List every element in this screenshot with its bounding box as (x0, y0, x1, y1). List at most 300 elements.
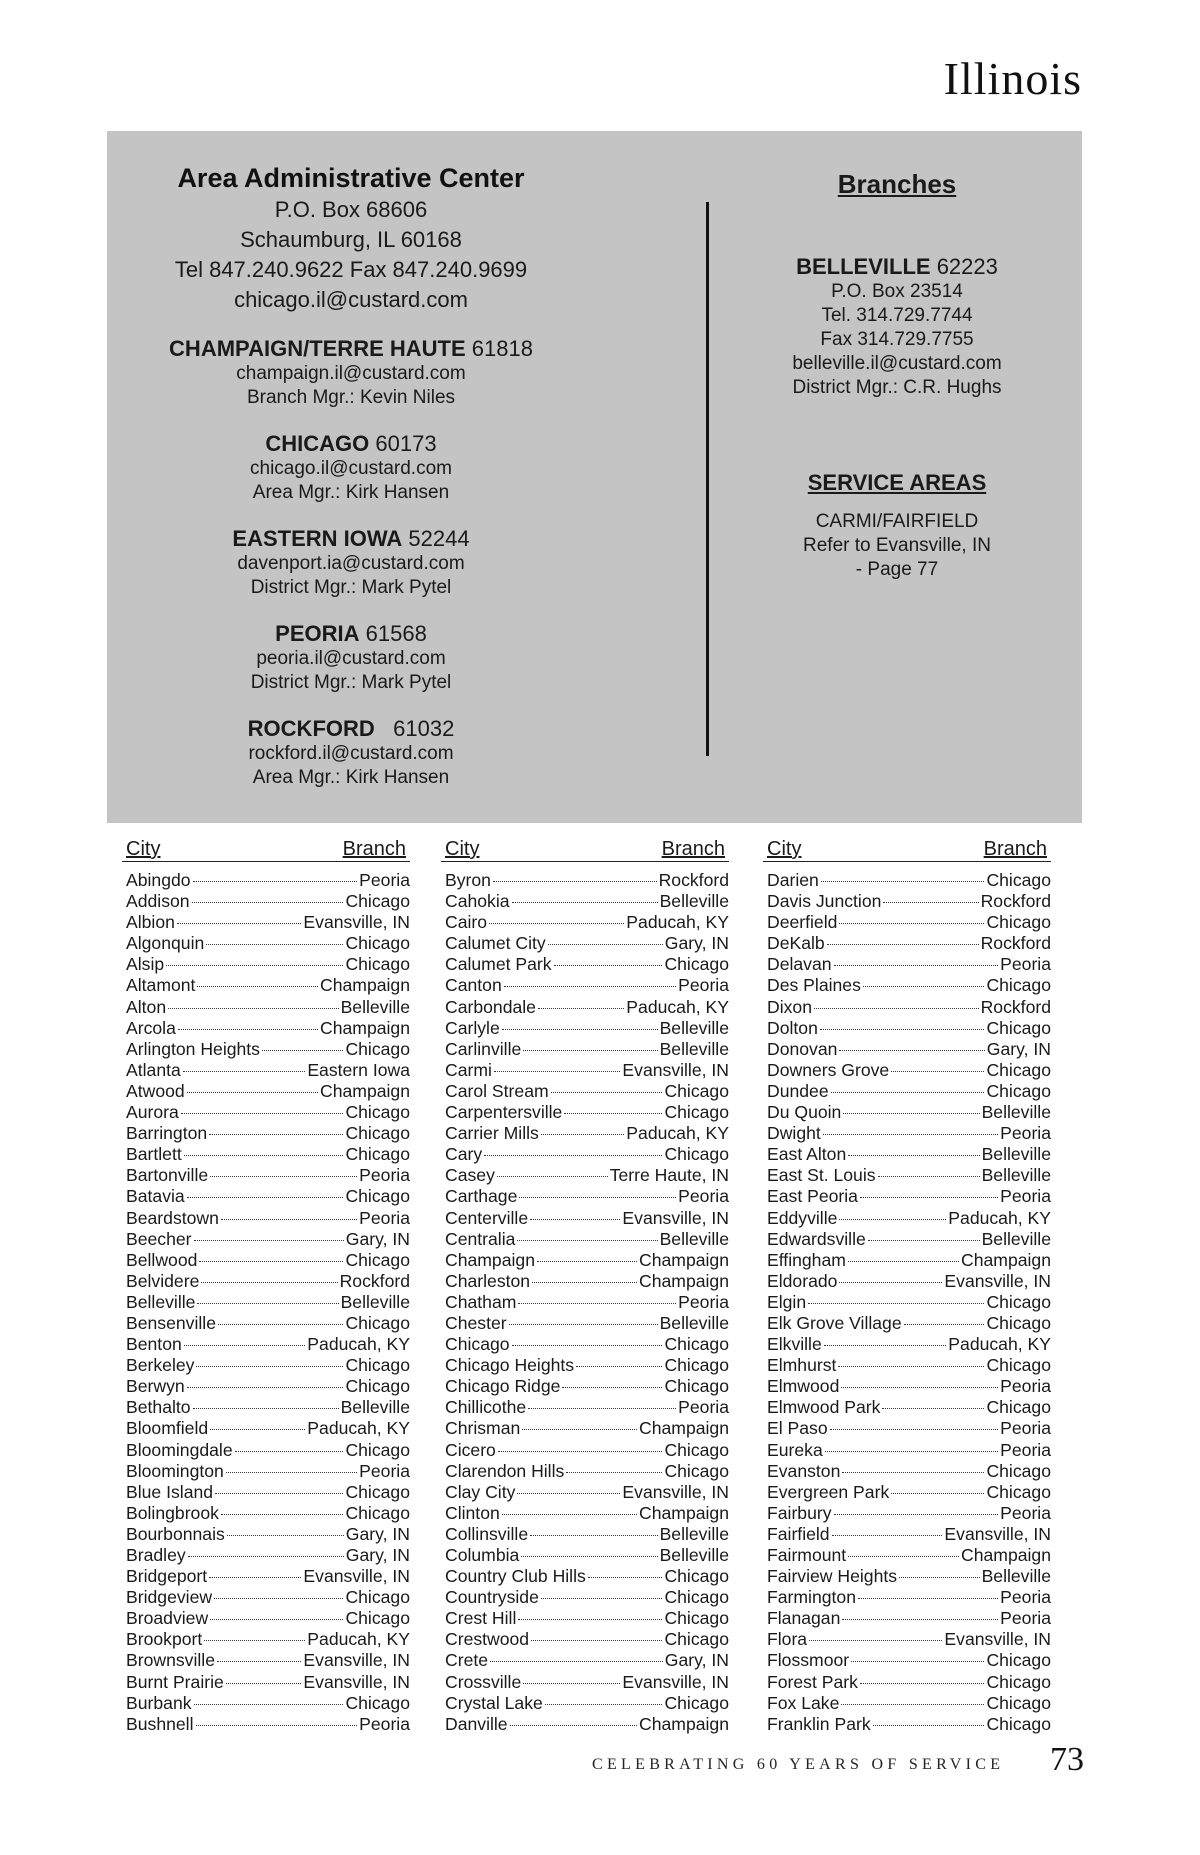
directory-row (763, 1271, 1051, 1292)
directory-row (122, 1271, 410, 1292)
city-name: Belvidere (126, 1270, 200, 1291)
directory-row (441, 1313, 729, 1334)
city-name: Dixon (767, 996, 812, 1017)
directory-row (441, 1123, 729, 1144)
leader-dots (194, 1240, 344, 1241)
directory-row (441, 891, 729, 912)
city-name: Flora (767, 1629, 808, 1650)
city-name: Bridgeview (126, 1587, 213, 1608)
leader-dots (823, 1134, 998, 1135)
leader-dots (538, 1008, 624, 1009)
city-header: City (767, 838, 802, 860)
city-name: Abingdo (126, 870, 191, 890)
directory-row (763, 975, 1051, 996)
city-name: Bethalto (126, 1397, 191, 1418)
leader-dots (551, 1092, 663, 1093)
directory-row (763, 1355, 1051, 1376)
city-name: Belleville (126, 1291, 196, 1312)
city-name: Elgin (767, 1291, 807, 1312)
directory-row (122, 870, 410, 891)
city-name: Dundee (767, 1080, 829, 1101)
branch-name: Champaign (639, 1418, 729, 1439)
column-divider (706, 202, 709, 756)
branch-name: Peoria (678, 1397, 729, 1418)
directory-row (763, 954, 1051, 975)
leader-dots (883, 902, 978, 903)
office-email[interactable]: rockford.il@custard.com (248, 743, 454, 764)
branch-name: Champaign (320, 1017, 410, 1038)
city-name: Carol Stream (445, 1080, 549, 1101)
directory-row (441, 1461, 729, 1482)
page-title: Illinois (943, 53, 1082, 104)
branch-name: Chicago (664, 954, 729, 975)
directory-row (122, 1250, 410, 1271)
office-email[interactable]: chicago.il@custard.com (250, 458, 452, 479)
branch-name: Evansville, IN (622, 1481, 729, 1502)
city-name: Blue Island (126, 1481, 214, 1502)
branch-name: Paducah, KY (307, 1334, 410, 1355)
branch-name: Chicago (345, 1439, 410, 1460)
leader-dots (188, 1556, 344, 1557)
directory-row (122, 1503, 410, 1524)
city-name: Farmington (767, 1587, 856, 1608)
leader-dots (868, 1240, 980, 1241)
branch-name: Champaign (961, 1249, 1051, 1270)
branch-name: Peoria (1000, 1123, 1051, 1144)
office-email[interactable]: peoria.il@custard.com (256, 648, 446, 669)
city-name: Atlanta (126, 1059, 181, 1080)
city-name: Centralia (445, 1228, 516, 1249)
leader-dots (537, 1261, 637, 1262)
city-header: City (445, 838, 480, 860)
branch-name: Belleville (340, 1291, 410, 1312)
city-name: Bartonville (126, 1165, 209, 1186)
city-name: Benton (126, 1334, 182, 1355)
branch-name: Chicago (345, 1608, 410, 1629)
service-area-line: CARMI/FAIRFIELD (815, 511, 979, 532)
branches-column (727, 167, 1067, 582)
service-area-line: - Page 77 (855, 559, 939, 580)
directory-row (441, 1229, 729, 1250)
office-heading: CHAMPAIGN/TERRE HAUTE 61818 (169, 336, 533, 361)
office-block (107, 715, 595, 790)
branch-name: Gary, IN (664, 1650, 729, 1671)
branches-heading: Branches (837, 169, 957, 199)
directory-row (122, 1397, 410, 1418)
directory-row (122, 1334, 410, 1355)
leader-dots (517, 1240, 657, 1241)
directory-row (441, 1334, 729, 1355)
branch-name: Paducah, KY (626, 912, 729, 933)
leader-dots (554, 965, 663, 966)
city-name: Crest Hill (445, 1608, 517, 1629)
directory-row (763, 1566, 1051, 1587)
directory-row (441, 1271, 729, 1292)
directory-row (763, 1018, 1051, 1039)
city-name: Chicago Heights (445, 1355, 575, 1376)
city-name: Countryside (445, 1587, 539, 1608)
directory-row (763, 1229, 1051, 1250)
directory-row (763, 891, 1051, 912)
city-name: Albion (126, 912, 175, 933)
city-name: Alsip (126, 954, 165, 975)
directory-row (441, 1693, 729, 1714)
branch-name: Chicago (986, 1481, 1051, 1502)
leader-dots (841, 1387, 998, 1388)
branch-name: Chicago (664, 1587, 729, 1608)
leader-dots (187, 1197, 344, 1198)
city-name: Chicago Ridge (445, 1376, 561, 1397)
directory-row (122, 1018, 410, 1039)
city-name: Evanston (767, 1460, 841, 1481)
leader-dots (221, 1219, 357, 1220)
branch-name: Rockford (980, 891, 1051, 912)
city-name: Chrisman (445, 1418, 521, 1439)
city-name: Broadview (126, 1608, 209, 1629)
branch-name: Gary, IN (345, 1523, 410, 1544)
leader-dots (204, 1640, 305, 1641)
branch-name: Chicago (986, 1713, 1051, 1734)
branch-name: Paducah, KY (626, 996, 729, 1017)
directory-row (441, 1524, 729, 1545)
directory-row (763, 1629, 1051, 1650)
office-heading: PEORIA 61568 (275, 621, 427, 646)
city-name: Darien (767, 870, 819, 890)
branch-name: Chicago (664, 1355, 729, 1376)
branch-name: Belleville (981, 1102, 1051, 1123)
office-email[interactable]: champaign.il@custard.com (236, 363, 466, 384)
city-name: Donovan (767, 1038, 838, 1059)
city-name: Carmi (445, 1059, 492, 1080)
city-name: Clinton (445, 1502, 500, 1523)
branch-name: Chicago (664, 1080, 729, 1101)
directory-row (763, 1123, 1051, 1144)
city-name: Algonquin (126, 933, 205, 954)
city-name: Charleston (445, 1270, 531, 1291)
leader-dots (825, 1451, 998, 1452)
office-email[interactable]: davenport.ia@custard.com (237, 553, 465, 574)
city-name: Berwyn (126, 1376, 185, 1397)
leader-dots (510, 1725, 637, 1726)
leader-dots (809, 1640, 942, 1641)
city-name: Brookport (126, 1629, 203, 1650)
branch-name: Champaign (320, 975, 410, 996)
leader-dots (820, 1029, 985, 1030)
directory-row (441, 1018, 729, 1039)
directory-row (122, 1524, 410, 1545)
city-name: Bloomingdale (126, 1439, 233, 1460)
branch-name: Belleville (981, 1566, 1051, 1587)
branch-name: Peoria (359, 1460, 410, 1481)
directory-row (441, 1102, 729, 1123)
city-name: Elmwood Park (767, 1397, 881, 1418)
directory-row (763, 1313, 1051, 1334)
branch-header: Branch (661, 838, 725, 860)
branch-name: Chicago (345, 1376, 410, 1397)
branch-name: Peoria (1000, 1439, 1051, 1460)
leader-dots (522, 1429, 637, 1430)
leader-dots (226, 1472, 357, 1473)
city-name: Danville (445, 1713, 508, 1734)
city-name: Fox Lake (767, 1692, 840, 1713)
leader-dots (509, 1324, 658, 1325)
branch-name: Chicago (664, 1460, 729, 1481)
branch-name: Chicago (345, 1102, 410, 1123)
leader-dots (832, 1535, 943, 1536)
leader-dots (878, 1176, 980, 1177)
directory-column-3 (763, 837, 1051, 1735)
branch-name: Chicago (986, 1080, 1051, 1101)
leader-dots (814, 1008, 979, 1009)
branch-name: Chicago (664, 1144, 729, 1165)
city-name: East Peoria (767, 1186, 858, 1207)
branch-name: Chicago (345, 1692, 410, 1713)
branch-name: Chicago (664, 1102, 729, 1123)
city-name: Effingham (767, 1249, 846, 1270)
admin-address-line: Schaumburg, IL 60168 (240, 227, 462, 252)
leader-dots (490, 1661, 663, 1662)
city-name: Bridgeport (126, 1566, 208, 1587)
branch-name: Peoria (1000, 1376, 1051, 1397)
city-name: Country Club Hills (445, 1566, 586, 1587)
city-name: Burnt Prairie (126, 1671, 224, 1692)
branch-name: Gary, IN (345, 1228, 410, 1249)
city-name: Crystal Lake (445, 1692, 543, 1713)
directory-row (441, 1397, 729, 1418)
branch-fax-line: Fax 314.729.7755 (820, 329, 974, 350)
office-manager: District Mgr.: Mark Pytel (250, 577, 452, 598)
leader-dots (518, 1619, 662, 1620)
branch-name: Peoria (359, 1207, 410, 1228)
directory-row (763, 1693, 1051, 1714)
leader-dots (184, 1345, 306, 1346)
branch-name: Peoria (359, 1713, 410, 1734)
directory-row (122, 1208, 410, 1229)
leader-dots (210, 1619, 343, 1620)
directory-row (122, 1461, 410, 1482)
branch-name: Peoria (1000, 1186, 1051, 1207)
leader-dots (183, 1071, 306, 1072)
directory-row (441, 933, 729, 954)
leader-dots (834, 965, 999, 966)
branch-name: Peoria (1000, 1587, 1051, 1608)
leader-dots (860, 1683, 985, 1684)
city-name: Eddyville (767, 1207, 838, 1228)
city-name: Bradley (126, 1545, 186, 1565)
branch-header: Branch (983, 838, 1047, 860)
leader-dots (827, 944, 979, 945)
leader-dots (562, 1387, 662, 1388)
directory-row (763, 1503, 1051, 1524)
directory-row (122, 1650, 410, 1671)
branch-name: Belleville (659, 1038, 729, 1059)
city-name: Centerville (445, 1207, 529, 1228)
leader-dots (502, 1029, 658, 1030)
city-name: Flanagan (767, 1608, 841, 1629)
leader-dots (193, 1408, 339, 1409)
directory-row (763, 1440, 1051, 1461)
office-block (107, 525, 595, 600)
directory-row (763, 870, 1051, 891)
admin-email[interactable]: chicago.il@custard.com (234, 287, 468, 312)
branch-name: Evansville, IN (303, 1671, 410, 1692)
branch-name: Belleville (981, 1228, 1051, 1249)
directory-row (122, 1165, 410, 1186)
branch-name: Chicago (986, 912, 1051, 933)
city-name: Cicero (445, 1439, 496, 1460)
leader-dots (168, 1008, 338, 1009)
branch-name: Evansville, IN (944, 1270, 1051, 1291)
city-name: Chillicothe (445, 1397, 527, 1418)
leader-dots (873, 1725, 985, 1726)
city-name: Chicago (445, 1334, 510, 1355)
city-name: Crete (445, 1650, 489, 1671)
city-name: Carbondale (445, 996, 536, 1017)
branch-name: Belleville (981, 1144, 1051, 1165)
leader-dots (494, 1071, 621, 1072)
branch-name: Chicago (664, 1334, 729, 1355)
directory-row (763, 1102, 1051, 1123)
leader-dots (848, 1155, 979, 1156)
branch-name: Chicago (345, 1038, 410, 1059)
leader-dots (545, 1704, 663, 1705)
directory-row (122, 1102, 410, 1123)
leader-dots (187, 1387, 344, 1388)
directory-row (763, 1250, 1051, 1271)
branch-address-line: P.O. Box 23514 (831, 281, 963, 302)
directory-row (763, 1650, 1051, 1671)
directory-row (441, 1039, 729, 1060)
leader-dots (831, 1092, 985, 1093)
leader-dots (566, 1472, 662, 1473)
city-name: Columbia (445, 1545, 520, 1565)
branch-name: Champaign (639, 1713, 729, 1734)
directory-row (122, 933, 410, 954)
directory-row (122, 1292, 410, 1313)
branch-name: Paducah, KY (626, 1123, 729, 1144)
leader-dots (541, 1598, 663, 1599)
leader-dots (221, 1514, 344, 1515)
directory-header (122, 837, 410, 862)
directory-row (122, 912, 410, 933)
city-name: Fairview Heights (767, 1566, 898, 1587)
leader-dots (227, 1535, 344, 1536)
leader-dots (226, 1683, 302, 1684)
branch-name: Paducah, KY (948, 1207, 1051, 1228)
city-name: Byron (445, 870, 491, 890)
directory-row (763, 1292, 1051, 1313)
branch-name: Chicago (986, 1017, 1051, 1038)
leader-dots (197, 1303, 338, 1304)
directory-row (763, 1039, 1051, 1060)
leader-dots (484, 1155, 662, 1156)
city-name: Delavan (767, 954, 832, 975)
leader-dots (512, 1345, 663, 1346)
branch-name: Evansville, IN (944, 1523, 1051, 1544)
directory-row (122, 1229, 410, 1250)
leader-dots (530, 1219, 620, 1220)
directory-row (441, 1418, 729, 1439)
branch-name: Evansville, IN (303, 1650, 410, 1671)
city-name: Fairmount (767, 1545, 847, 1565)
city-name: Casey (445, 1165, 495, 1186)
branch-name: Champaign (639, 1502, 729, 1523)
branch-name: Peoria (1000, 1502, 1051, 1523)
city-name: Carpentersville (445, 1102, 563, 1123)
city-name: Davis Junction (767, 891, 882, 912)
city-name: Carlinville (445, 1038, 522, 1059)
leader-dots (532, 1282, 637, 1283)
city-name: Dwight (767, 1123, 821, 1144)
branch-name: Champaign (961, 1545, 1051, 1565)
directory-row (122, 1186, 410, 1207)
directory-row (441, 1060, 729, 1081)
city-name: Forest Park (767, 1671, 858, 1692)
city-name: Atwood (126, 1080, 185, 1101)
directory-row (122, 1693, 410, 1714)
directory-row (441, 1144, 729, 1165)
directory-row (122, 1355, 410, 1376)
admin-column (107, 161, 595, 790)
directory-row (122, 1714, 410, 1735)
page-number: 73 (1050, 1741, 1084, 1778)
branch-name: Belleville (659, 1228, 729, 1249)
city-name: Des Plaines (767, 975, 861, 996)
branch-name: Chicago (986, 1460, 1051, 1481)
city-name: Crestwood (445, 1629, 530, 1650)
leader-dots (523, 1683, 620, 1684)
leader-dots (197, 986, 318, 987)
directory-row (441, 870, 729, 891)
directory-row (441, 997, 729, 1018)
branch-name: Chicago (664, 1692, 729, 1713)
branch-name: Chicago (345, 1502, 410, 1523)
admin-address-line: P.O. Box 68606 (274, 197, 428, 222)
admin-title: Area Administrative Center (177, 163, 525, 193)
leader-dots (517, 1493, 620, 1494)
leader-dots (512, 902, 658, 903)
city-name: Brownsville (126, 1650, 215, 1671)
office-email[interactable]: belleville.il@custard.com (792, 353, 1002, 374)
directory-row (763, 1418, 1051, 1439)
leader-dots (848, 1556, 959, 1557)
directory-row (441, 1672, 729, 1693)
leader-dots (860, 1197, 998, 1198)
city-name: East St. Louis (767, 1165, 876, 1186)
city-name: Champaign (445, 1249, 535, 1270)
branch-name: Chicago (986, 1692, 1051, 1713)
branch-name: Chicago (345, 954, 410, 975)
directory-row (122, 1039, 410, 1060)
office-heading: EASTERN IOWA 52244 (232, 526, 470, 551)
leader-dots (891, 1071, 984, 1072)
directory-rows (122, 870, 410, 1735)
directory-row (441, 1545, 729, 1566)
leader-dots (210, 1176, 357, 1177)
leader-dots (192, 902, 344, 903)
leader-dots (834, 1514, 999, 1515)
directory-row (122, 975, 410, 996)
leader-dots (838, 1366, 984, 1367)
directory-row (763, 1208, 1051, 1229)
directory-row (441, 1587, 729, 1608)
city-name: Collinsville (445, 1523, 529, 1544)
leader-dots (842, 1619, 998, 1620)
branch-name: Champaign (320, 1080, 410, 1101)
city-name: Arlington Heights (126, 1038, 260, 1059)
leader-dots (201, 1282, 337, 1283)
leader-dots (839, 1219, 946, 1220)
